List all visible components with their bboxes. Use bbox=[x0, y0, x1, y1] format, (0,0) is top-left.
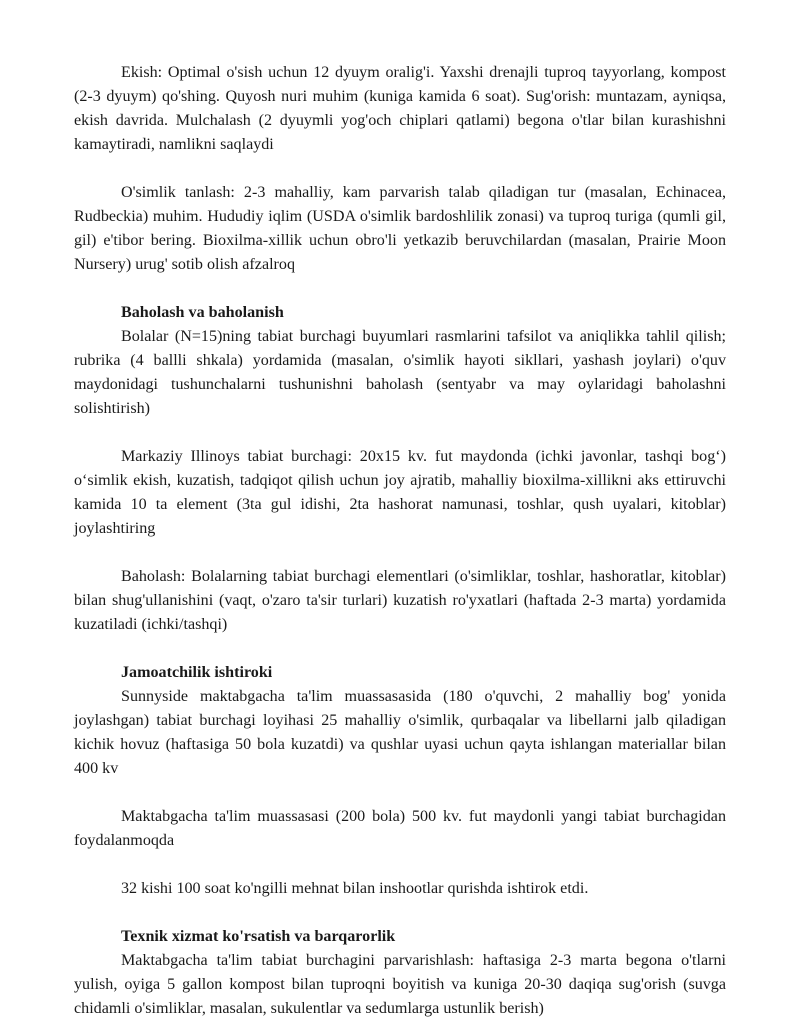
paragraph-upkeep: Maktabgacha ta'lim tabiat burchagini parvarishlash: haftasiga 2-3 marta begona o'tlarni yulish, oyiga 5 gallon kompost bilan tuproqni boyitish va kuniga 20-30 daqiqa sug'orish (suvga chidamli o'simliklar, masalan, sukulentlar va sedumlarga ustunlik berish) bbox=[74, 952, 726, 1017]
heading-assessment: Baholash va baholanish bbox=[121, 304, 284, 321]
paragraph-planting: Ekish: Optimal o'sish uchun 12 dyuym oralig'i. Yaxshi drenajli tuproq tayyorlang, kompost (2-3 dyuym) qo'shing. Quyosh nuri muhim (kuniga kamida 6 soat). Sug'orish: muntazam, ayniqsa, ekish davrida. Mulchalash (2 dyuymli yog'och chiplari qatlami) begona o'tlar bilan kurashishni kamaytiradi, namlikni saqlaydi bbox=[74, 64, 726, 153]
paragraph-sunnyside: Sunnyside maktabgacha ta'lim muassasasida (180 o'quvchi, 2 mahalliy bog' yonida joylashgan) tabiat burchagi loyihasi 25 mahalliy o'simlik, qurbaqalar va libellarni jalb qiladigan kichik hovuz (haftasiga 50 bola kuzatdi) va qushlar uyasi uchun qayta ishlangan materiallar bilan 400 kv bbox=[74, 688, 726, 777]
paragraph-children-drawings: Bolalar (N=15)ning tabiat burchagi buyumlari rasmlarini tafsilot va aniqlikka tahlil qilish; rubrika (4 ballli shkala) yordamida (masalan, o'simlik hayoti sikllari, yashash joylari) o'quv maydonidagi tushunchalarni tushunishni baholash (sentyabr va may oylaridagi baholashni solishtirish) bbox=[74, 328, 726, 417]
heading-maintenance: Texnik xizmat ko'rsatish va barqarorlik bbox=[121, 928, 396, 945]
paragraph-plant-selection: O'simlik tanlash: 2-3 mahalliy, kam parvarish talab qiladigan tur (masalan, Echinacea, Rudbeckia) muhim. Hududiy iqlim (USDA o'simlik bardoshlilik zonasi) va tuproq turiga (qumli gil, gil) e'tibor bering. Bioxilma-xillik uchun obro'li yetkazib beruvchilardan (masalan, Prairie Moon Nursery) urug' sotib olish afzalroq bbox=[74, 184, 726, 273]
paragraph-central-illinois: Markaziy Illinoys tabiat burchagi: 20x15 kv. fut maydonda (ichki javonlar, tashqi bog‘) o‘simlik ekish, kuzatish, tadqiqot qilish uchun joy ajratib, mahalliy bioxilma-xillikni aks ettiruvchi kamida 10 ta element (3ta gul idishi, 2ta hashorat namunasi, toshlar, qush uyalari, kitoblar) joylashtiring bbox=[74, 448, 726, 537]
paragraph-new-corner: Maktabgacha ta'lim muassasasi (200 bola) 500 kv. fut maydonli yangi tabiat burchagidan foydalanmoqda bbox=[74, 808, 726, 849]
paragraph-evaluation: Baholash: Bolalarning tabiat burchagi elementlari (o'simliklar, toshlar, hashoratlar, kitoblar) bilan shug'ullanishini (vaqt, o'zaro ta'sir turlari) kuzatish ro'yxatlari (haftada 2-3 marta) yordamida kuzatiladi (ichki/tashqi) bbox=[74, 568, 726, 633]
document-page bbox=[74, 61, 726, 1021]
heading-community: Jamoatchilik ishtiroki bbox=[121, 664, 273, 681]
paragraph-volunteers: 32 kishi 100 soat ko'ngilli mehnat bilan inshootlar qurishda ishtirok etdi. bbox=[121, 880, 589, 897]
